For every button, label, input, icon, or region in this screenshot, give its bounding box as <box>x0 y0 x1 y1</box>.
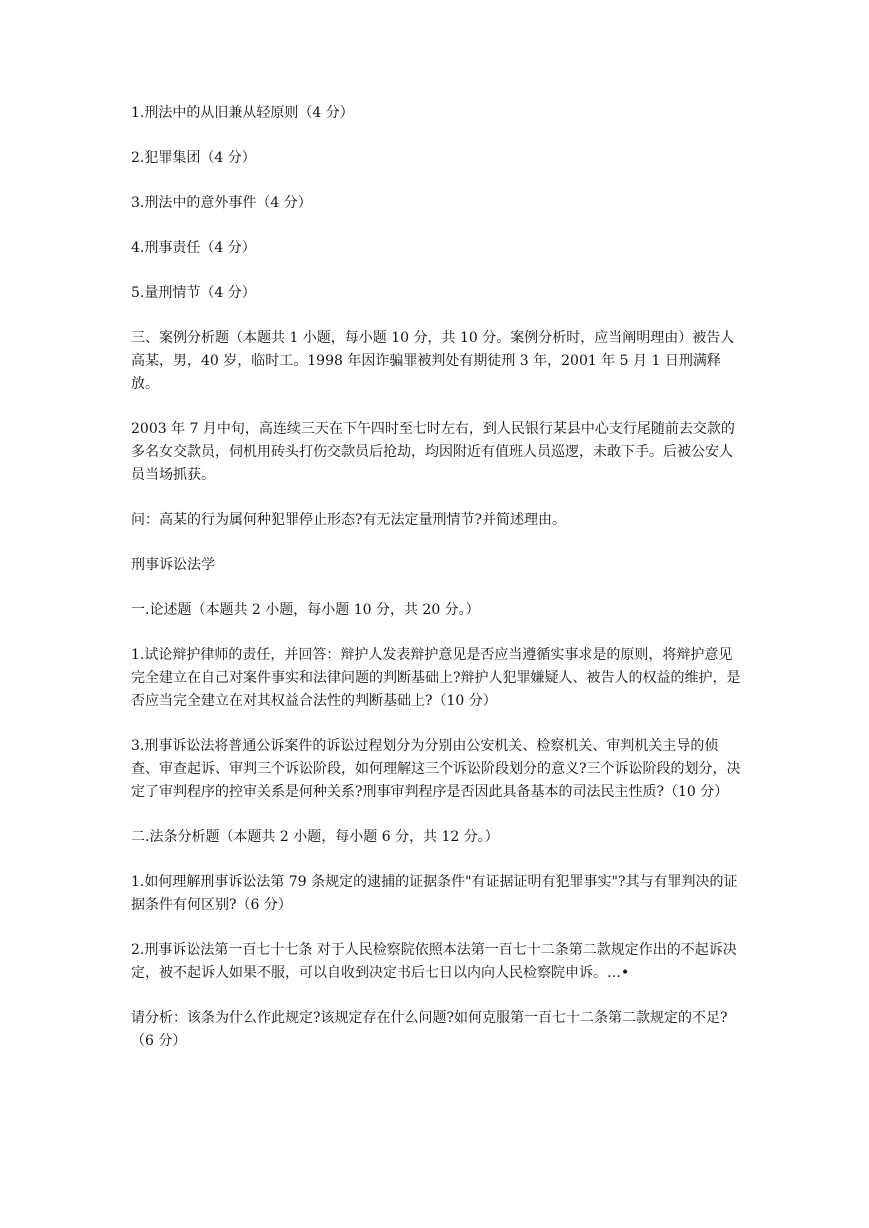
term-item-5: 5.量刑情节（4 分） <box>131 285 256 301</box>
term-item-3: 3.刑法中的意外事件（4 分） <box>131 195 312 211</box>
essay-question-1: 1.试论辩护律师的责任，并回答：辩护人发表辩护意见是否应当遵循实事求是的原则，将辩护意见完全建立在自己对案件事实和法律问题的判断基础上?辩护人犯罪嫌疑人、被告人的权益的维护，是否应当完全建立在对其权益合法性的判断基础上?（10 分） <box>131 647 741 709</box>
term-item-1: 1.刑法中的从旧兼从轻原则（4 分） <box>131 105 354 121</box>
term-item-2: 2.犯罪集团（4 分） <box>131 150 256 166</box>
statute-question-1: 1.如何理解刑事诉讼法第 79 条规定的逮捕的证据条件"有证据证明有犯罪事实"?其与有罪判决的证据条件有何区别?（6 分） <box>131 874 738 913</box>
essay-question-3: 3.刑事诉讼法将普通公诉案件的诉讼过程划分为分别由公安机关、检察机关、审判机关主导的侦查、审查起诉、审判三个诉讼阶段，如何理解这三个诉讼阶段划分的意义?三个诉讼阶段的划分，决定了审判程序的控审关系是何种关系?刑事审判程序是否因此具备基本的司法民主性质?（10 分） <box>131 738 741 800</box>
essay-section-heading: 一.论述题（本题共 2 小题，每小题 10 分，共 20 分。） <box>131 602 480 618</box>
case-section-facts: 2003 年 7 月中旬，高连续三天在下午四时至七时左右，到人民银行某县中心支行尾随前去交款的多名女交款员，伺机用砖头打伤交款员后抢劫，均因附近有值班人员巡逻，未敢下手。后被公安人员当场抓获。 <box>131 421 735 483</box>
case-section-intro: 三、案例分析题（本题共 1 小题，每小题 10 分，共 10 分。案例分析时，应当阐明理由）被告人高某，男，40 岁，临时工。1998 年因诈骗罪被判处有期徒刑 3 年，2001 年 5 月 1 日刑满释放。 <box>131 330 735 392</box>
case-section-question: 问：高某的行为属何种犯罪停止形态?有无法定量刑情节?并简述理由。 <box>131 512 567 528</box>
section-title-procedure: 刑事诉讼法学 <box>131 557 215 573</box>
statute-section-heading: 二.法条分析题（本题共 2 小题，每小题 6 分，共 12 分。） <box>131 829 499 845</box>
statute-question-2-analysis: 请分析：该条为什么作此规定?该规定存在什么问题?如何克服第一百七十二条第二款规定的不足?（6 分） <box>131 1010 728 1049</box>
document-page <box>131 102 741 1075</box>
term-item-4: 4.刑事责任（4 分） <box>131 240 256 256</box>
statute-question-2: 2.刑事诉讼法第一百七十七条 对于人民检察院依照本法第一百七十二条第二款规定作出的不起诉决定，被不起诉人如果不服，可以自收到决定书后七日以内向人民检察院申诉。…• <box>131 942 737 981</box>
